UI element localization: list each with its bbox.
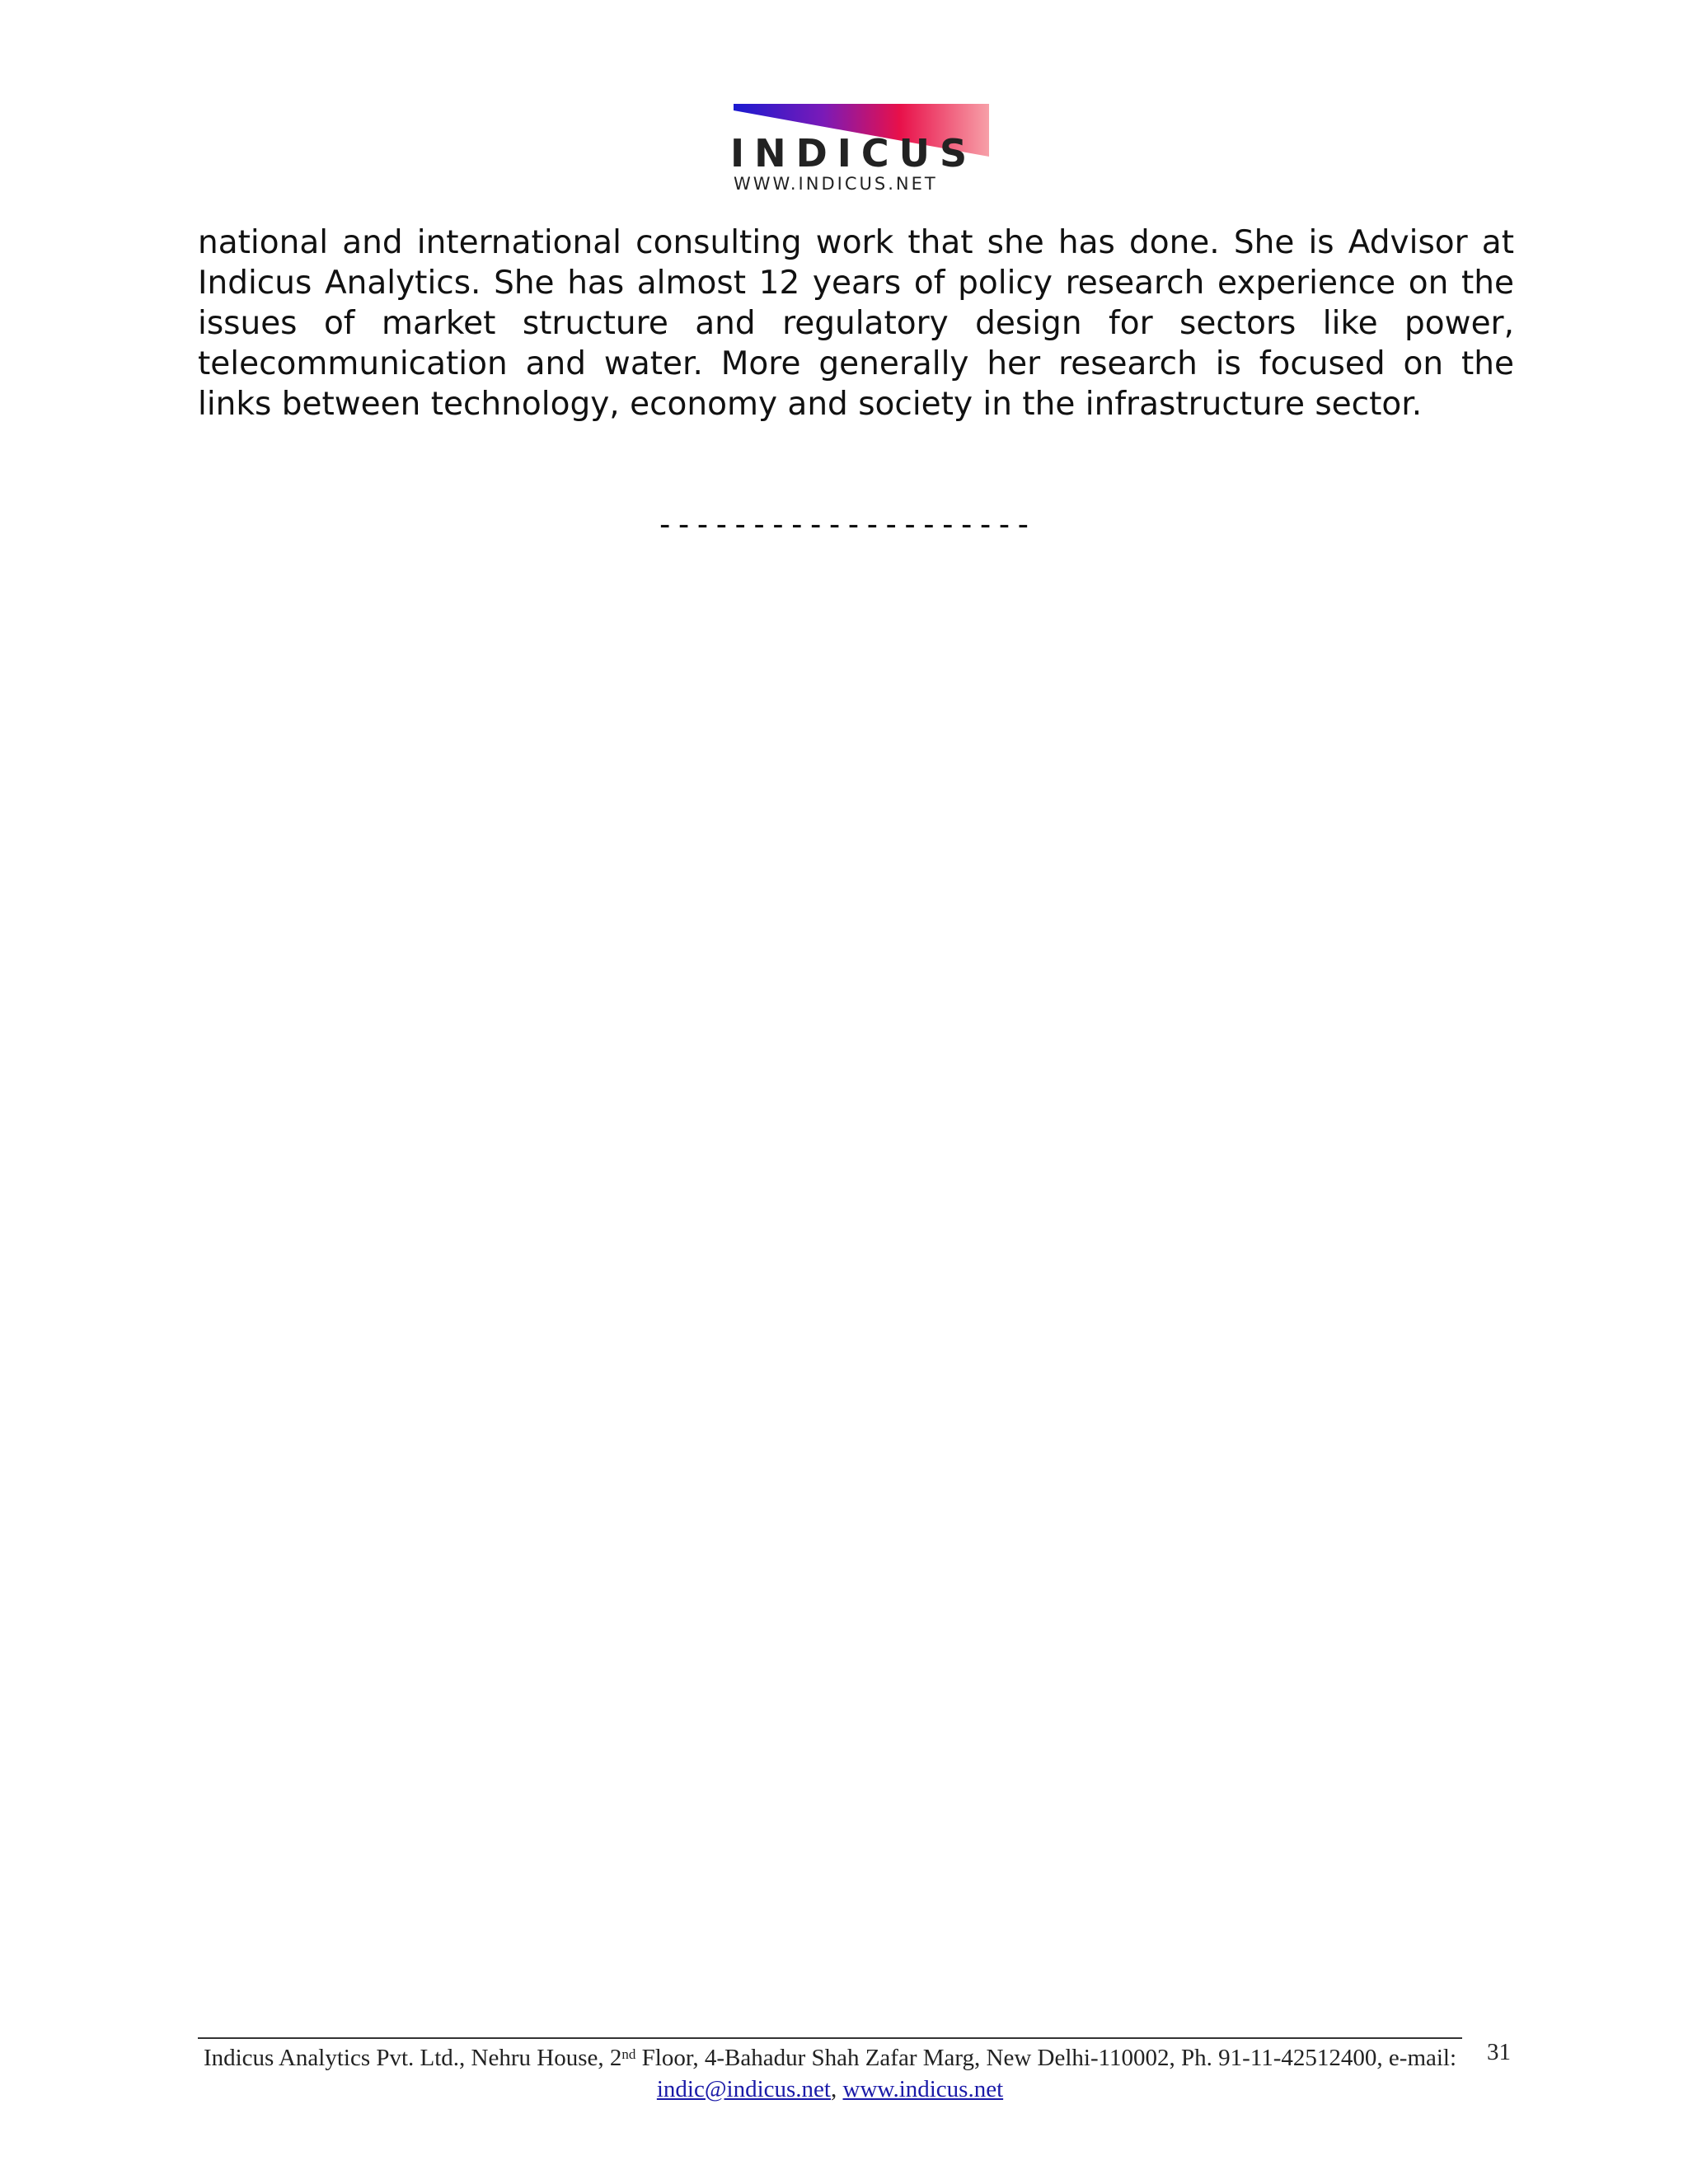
section-separator: -------------------- <box>655 506 1033 542</box>
body-paragraph: national and international consulting work that she has done. She is Advisor at Indicus Analytics. She has almost 12 years of policy research experience on the issues of market structure and regulatory design for sectors like power, telecommunication and water. More generally her research is focused on the links between technology, economy and society in the infrastructure sector. <box>198 224 1514 423</box>
indicus-logo-graphic <box>727 104 989 194</box>
footer-rule <box>198 2037 1462 2039</box>
indicus-logo <box>727 104 989 194</box>
email-link[interactable]: indic@indicus.net <box>656 2076 831 2102</box>
footer-superscript: nd <box>621 2046 636 2062</box>
footer-text-start: Indicus Analytics Pvt. Ltd., Nehru House, 2 <box>203 2045 622 2071</box>
footer-address <box>198 2042 1462 2105</box>
logo-url: WWW.INDICUS.NET <box>734 174 938 194</box>
footer-text-end: Floor, 4-Bahadur Shah Zafar Marg, New Delhi-110002, Ph. 91-11-42512400, e-mail: <box>635 2045 1457 2071</box>
page-number: 31 <box>1487 2039 1511 2065</box>
footer-comma: , <box>831 2076 843 2102</box>
website-link[interactable]: www.indicus.net <box>842 2076 1004 2102</box>
logo-wordmark: INDICUS <box>730 131 978 176</box>
